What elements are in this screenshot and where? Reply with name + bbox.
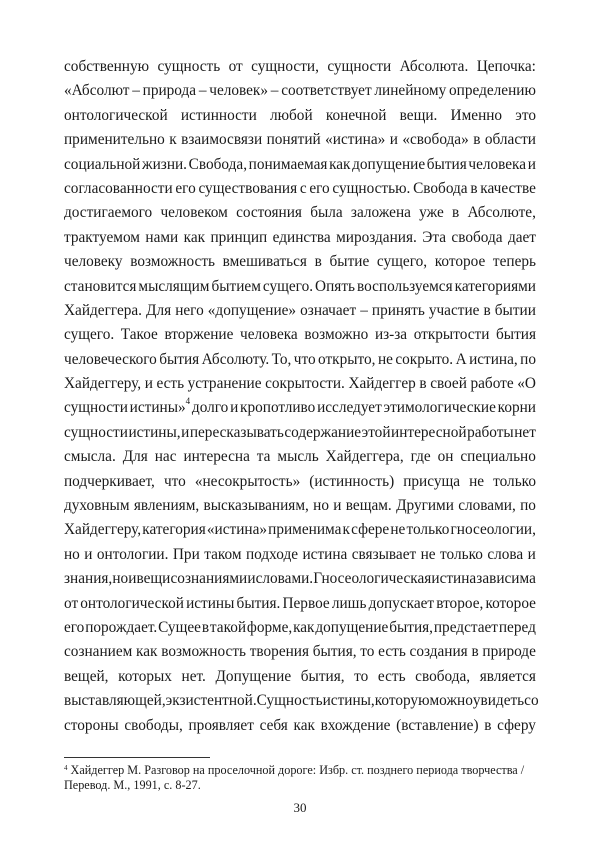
footnote-line-1 — [64, 763, 544, 778]
text-line: от онтологической истины бытия. Первое лишь допускает второе, которое — [64, 594, 536, 612]
text-line: трактуемом нами как принцип единства мироздания. Эта свобода дает — [64, 228, 536, 246]
text-line: человеку возможность вмешиваться в бытие сущего, которое теперь — [64, 253, 536, 271]
footnote — [64, 763, 544, 793]
footnote-text-1: Хайдеггер М. Разговор на проселочной дороге: Избр. ст. позднего периода творчества / — [70, 763, 525, 777]
text-line: сущего. Такое вторжение человека возможно из-за открытости бытия — [64, 326, 536, 344]
text-line: сущности истины, и пересказывать содержание этой интересной работы нет — [64, 423, 536, 441]
text-line: становится мыслящим бытием сущего. Опять воспользуемся категориями — [64, 277, 536, 295]
text-line: собственную сущность от сущности, сущности Абсолюта. Цепочка: — [64, 58, 536, 75]
text-line: онтологической истинности любой конечной вещи. Именно это — [64, 106, 536, 124]
text-line: «Абсолют – природа – человек» – соответствует линейному определению — [64, 82, 536, 100]
text-line: сущности истины»$^4$ долго и кропотливо исследует этимологические корни — [64, 396, 536, 417]
page-number: 30 — [293, 800, 307, 815]
text-line: подчеркивает, что «несокрытость» (истинность) присуща не только — [64, 472, 536, 490]
text-line: человеческого бытия Абсолюту. То, что открыто, не сокрыто. А истина, по — [64, 350, 536, 368]
footnote-separator — [64, 757, 210, 758]
text-line: знания, но и вещи со знаниями и словами. Гносеологическая истина зависима — [64, 570, 536, 588]
text-line: Хайдеггера. Для него «допущение» означает – принять участие в бытии — [64, 301, 536, 319]
text-line: выставляющей, экзистентной. Сущность истины, которую можно увидеть со — [64, 692, 539, 710]
text-line: Хайдеггеру, и есть устранение сокрытости. Хайдеггер в своей работе «О — [64, 375, 536, 393]
text-line: вещей, которых нет. Допущение бытия, то есть свобода, является — [64, 667, 536, 685]
text-line: духовным явлениям, высказываниям, но и вещам. Другими словами, по — [64, 497, 536, 515]
text-line: его порождает. Сущее в такой форме, как допущение бытия, предстает перед — [64, 618, 536, 636]
text-line: Хайдеггеру, категория «истина» применима к сфере не только гносеологии, — [64, 521, 536, 539]
footnote-number: 4 — [64, 764, 68, 772]
text-line: смысла. Для нас интересна та мысль Хайдеггера, где он специально — [64, 448, 536, 466]
body-text — [64, 55, 539, 738]
text-line: применительно к взаимосвязи понятий «истина» и «свобода» в области — [64, 131, 536, 149]
text-line: но и онтологии. При таком подходе истина связывает не только слова и — [64, 545, 536, 563]
footnote-line-2: Перевод. М., 1991, с. 8-27. — [64, 778, 201, 792]
text-line: сознанием как возможность творения бытия, то есть создания в природе — [64, 643, 536, 661]
footnote-reference: 4 — [185, 396, 191, 407]
text-line: согласованности его существования с его сущностью. Свобода в качестве — [64, 179, 536, 197]
text-line: социальной жизни. Свобода, понимаемая как допущение бытия человека и — [64, 155, 536, 173]
text-line: достигаемого человеком состояния была заложена уже в Абсолюте, — [64, 204, 536, 222]
text-line: стороны свободы, проявляет себя как вхождение (вставление) в сферу — [64, 716, 536, 734]
